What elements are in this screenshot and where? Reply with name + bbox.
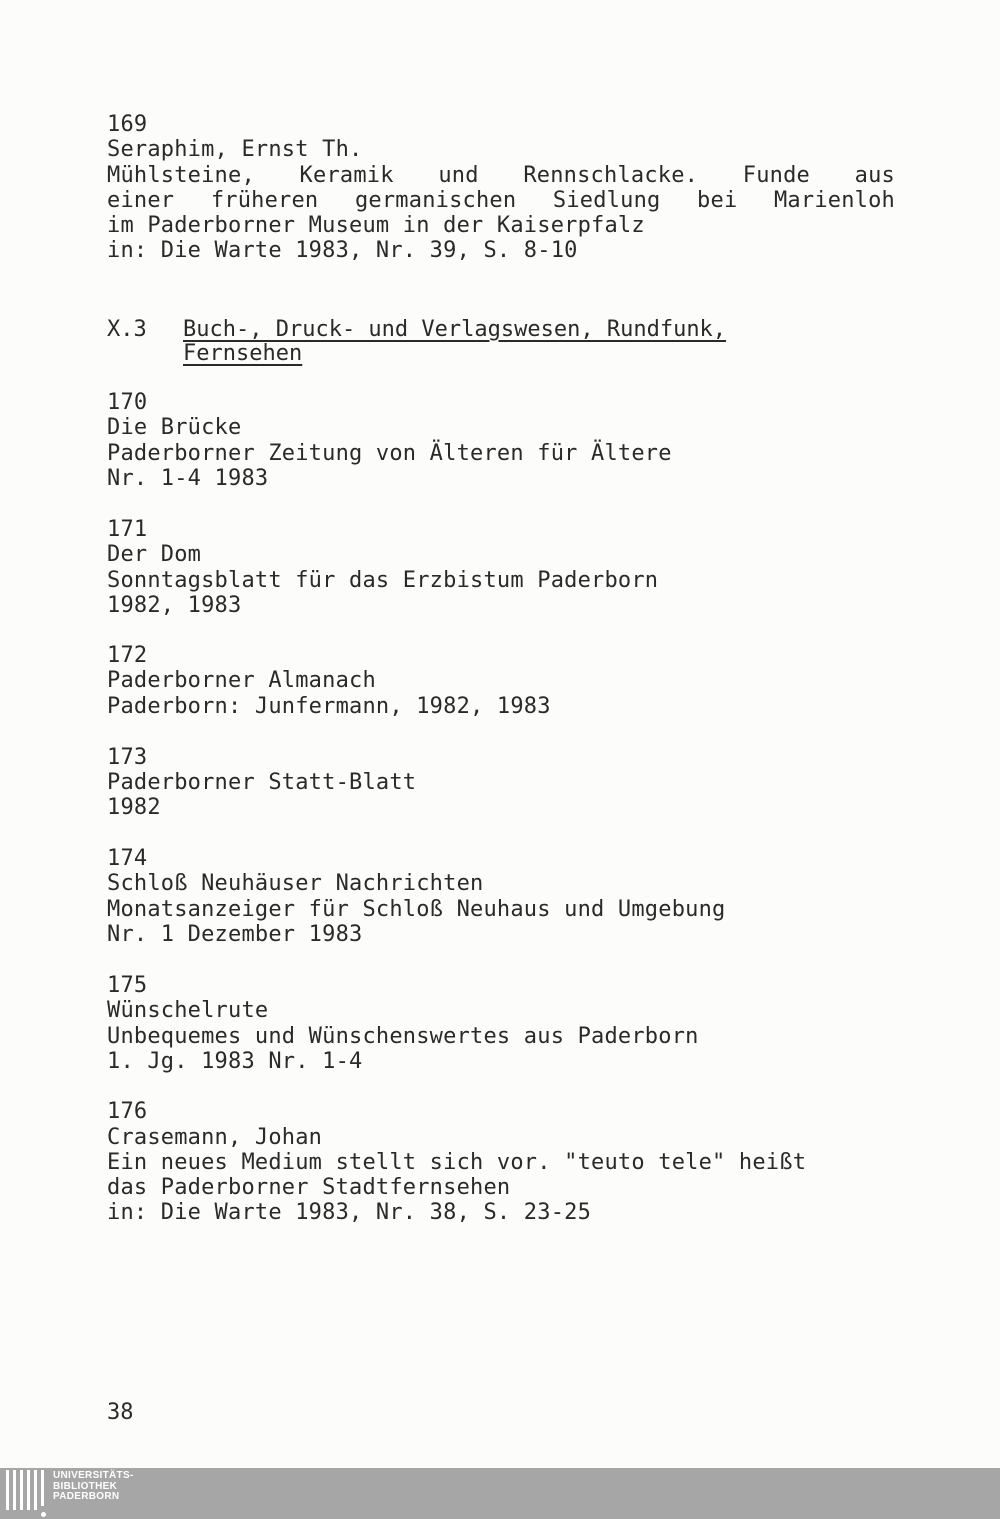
entry-subtitle: Monatsanzeiger für Schloß Neuhaus und Umgebung bbox=[107, 897, 726, 922]
entry-title: Schloß Neuhäuser Nachrichten bbox=[107, 871, 484, 896]
entry-subtitle: Sonntagsblatt für das Erzbistum Paderborn bbox=[107, 568, 659, 593]
entry-number: 176 bbox=[107, 1099, 148, 1124]
entry-title: Paderborner Almanach bbox=[107, 668, 376, 693]
library-logo-icon bbox=[4, 1470, 50, 1516]
logo-line: PADERBORN bbox=[53, 1491, 120, 1502]
entry-detail: Nr. 1-4 1983 bbox=[107, 466, 269, 491]
entry-subtitle: Paderborner Zeitung von Älteren für Ältere bbox=[107, 441, 672, 466]
entry-detail: 1982, 1983 bbox=[107, 593, 242, 618]
entry-detail: 1982 bbox=[107, 795, 161, 820]
entry-number: 172 bbox=[107, 643, 148, 668]
entry-title: Mühlsteine, Keramik und Rennschlacke. Funde aus bbox=[107, 163, 895, 188]
entry-detail: 1. Jg. 1983 Nr. 1-4 bbox=[107, 1049, 363, 1074]
entry-title: Ein neues Medium stellt sich vor. "teuto tele" heißt bbox=[107, 1150, 807, 1175]
entry-subtitle: Unbequemes und Wünschenswertes aus Paderborn bbox=[107, 1024, 699, 1049]
library-footer bbox=[0, 1468, 1000, 1519]
page-number: 38 bbox=[107, 1400, 134, 1425]
entry-number: 174 bbox=[107, 846, 148, 871]
entry-title: Wünschelrute bbox=[107, 998, 269, 1023]
entry-number: 173 bbox=[107, 745, 148, 770]
entry-title: im Paderborner Museum in der Kaiserpfalz bbox=[107, 213, 645, 238]
logo-line: UNIVERSITÄTS- bbox=[53, 1470, 134, 1481]
entry-number: 171 bbox=[107, 517, 148, 542]
entry-title: Paderborner Statt-Blatt bbox=[107, 770, 417, 795]
library-logo-text bbox=[53, 1471, 134, 1503]
logo-line: BIBLIOTHEK bbox=[53, 1480, 118, 1492]
entry-title: das Paderborner Stadtfernsehen bbox=[107, 1175, 511, 1200]
section-heading: Fernsehen bbox=[183, 341, 303, 366]
entry-detail: Paderborn: Junfermann, 1982, 1983 bbox=[107, 694, 551, 719]
entry-detail: Nr. 1 Dezember 1983 bbox=[107, 922, 363, 947]
section-heading: Buch-, Druck- und Verlagswesen, Rundfunk, bbox=[183, 317, 727, 342]
entry-title: Der Dom bbox=[107, 542, 202, 567]
entry-number: 170 bbox=[107, 390, 148, 415]
entry-author: Seraphim, Ernst Th. bbox=[107, 137, 363, 162]
entry-source: in: Die Warte 1983, Nr. 38, S. 23-25 bbox=[107, 1200, 592, 1225]
entry-source: in: Die Warte 1983, Nr. 39, S. 8-10 bbox=[107, 238, 578, 263]
entry-number: 169 bbox=[107, 112, 148, 137]
entry-author: Crasemann, Johan bbox=[107, 1125, 323, 1150]
entry-title: Die Brücke bbox=[107, 415, 242, 440]
entry-title: einer früheren germanischen Siedlung bei Marienloh bbox=[107, 188, 895, 213]
entry-number: 175 bbox=[107, 973, 148, 998]
section-label: X.3 bbox=[107, 317, 147, 342]
